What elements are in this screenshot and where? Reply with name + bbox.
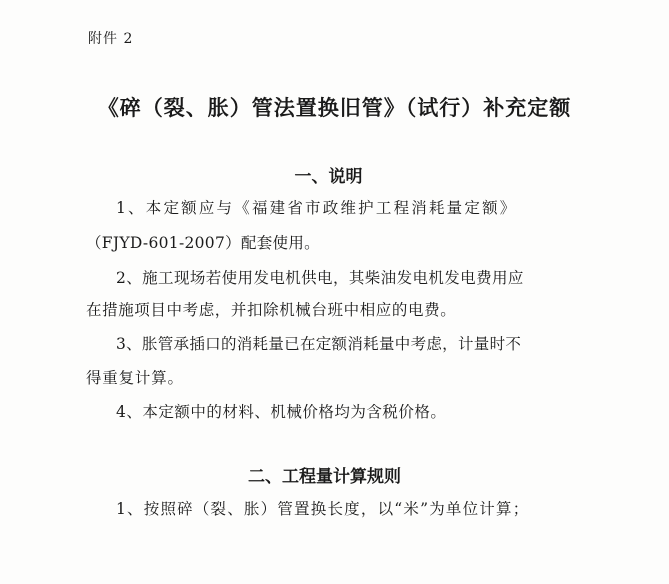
paragraph-line: 1、本定额应与《福建省市政维护工程消耗量定额》 [116, 199, 518, 217]
paragraph-line: 1、按照碎（裂、胀）管置换长度，以“米”为单位计算； [116, 500, 530, 518]
paragraph-line: 3、胀管承插口的消耗量已在定额消耗量中考虑，计量时不 [116, 335, 522, 353]
paragraph-line: 得重复计算。 [86, 369, 184, 387]
document-title: 《碎（裂、胀）管法置换旧管》（试行）补充定额 [97, 96, 572, 120]
paragraph-line: 在措施项目中考虑，并扣除机械台班中相应的电费。 [86, 301, 457, 319]
attachment-label: 附件 2 [88, 31, 134, 47]
paragraph-line: （FJYD-601-2007）配套使用。 [86, 234, 320, 252]
section-heading-explanation: 一、说明 [294, 167, 363, 187]
paragraph-line: 4、本定额中的材料、机械价格均为含税价格。 [116, 403, 447, 421]
paragraph-line: 2、施工现场若使用发电机供电，其柴油发电机发电费用应 [116, 269, 524, 287]
section-heading-calculation-rules: 二、工程量计算规则 [248, 467, 401, 487]
